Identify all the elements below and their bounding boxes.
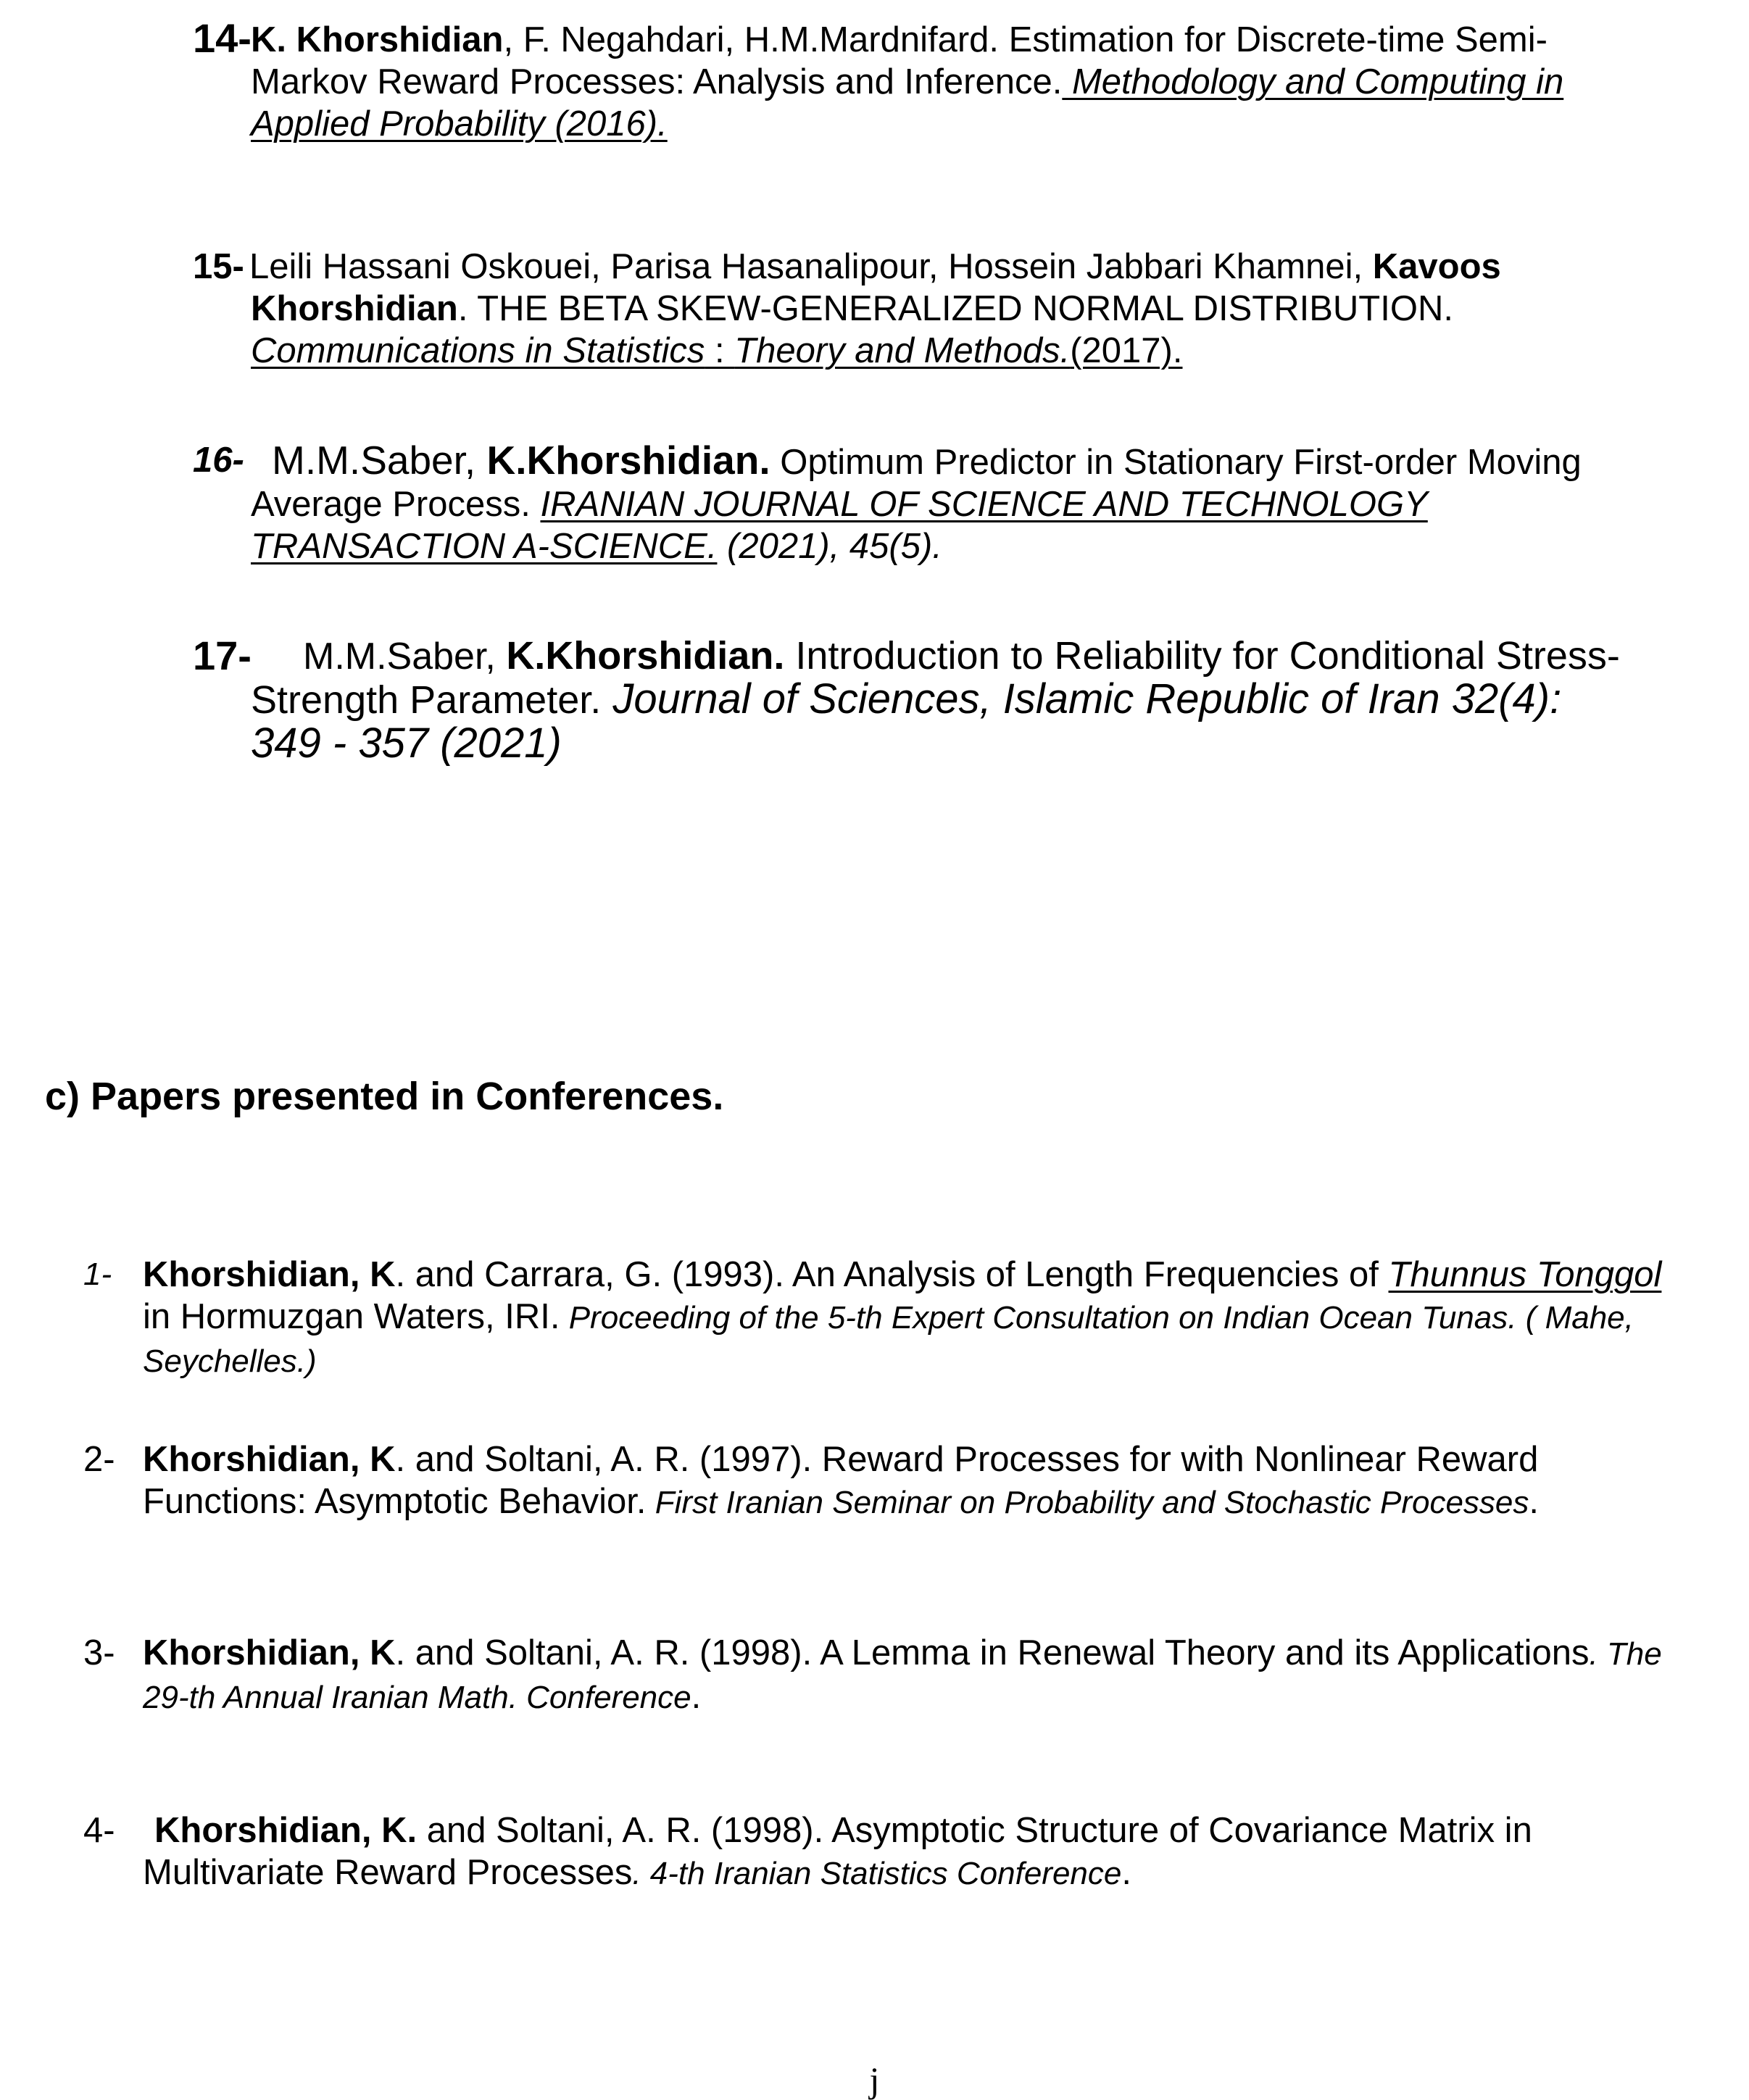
journal-year: (2021), 45(5).	[717, 527, 942, 566]
paper-title: in Hormuzgan Waters, IRI.	[143, 1297, 560, 1336]
authors: and Soltani, A. R. (1998). Asymptotic Structure of Covariance Matrix in Multivariate Reward Processes	[143, 1811, 1532, 1892]
page-marker: j	[869, 2059, 880, 2100]
venue-end: .	[691, 1677, 702, 1716]
conference-venue: . 4-th Iranian Statistics Conference	[632, 1856, 1122, 1891]
author-bold: K.Khorshidian.	[506, 634, 785, 678]
author-bold: Khorshidian, K	[143, 1440, 396, 1479]
entry-number: 3-	[83, 1633, 115, 1672]
entry-number: 14-	[193, 15, 252, 61]
journal-venue-series: Theory and Methods.	[734, 331, 1071, 370]
journal-year: (2017).	[1070, 331, 1183, 370]
entry-number: 17-	[193, 633, 252, 678]
author-bold: K.Khorshidian.	[486, 438, 770, 483]
conference-venue: . The 29-th Annual Iranian Math. Conference	[143, 1636, 1662, 1715]
paper-title: Introduction to Reliability for Conditional Stress-Strength Parameter.	[251, 634, 1620, 722]
authors: , F. Negahdari, H.M.Mardnifard.	[503, 20, 1000, 59]
author-bold: Khorshidian, K	[143, 1633, 396, 1672]
venue-end: .	[1121, 1853, 1131, 1892]
journal-entry-17	[193, 635, 1642, 767]
conference-entry-4	[83, 1809, 1678, 1895]
author-bold: Khorshidian, K	[143, 1255, 396, 1294]
authors: . and Carrara, G. (1993). An Analysis of Length Frequencies of	[395, 1255, 1389, 1294]
journal-venue: Journal of Sciences, Islamic Republic of Iran 32(4): 349 - 357 (2021)	[251, 675, 1562, 767]
journal-venue-separator: :	[705, 331, 735, 370]
journal-venue: Communications in Statistics	[251, 331, 705, 370]
section-heading: c) Papers presented in Conferences.	[45, 1075, 724, 1118]
venue-end: .	[1529, 1482, 1540, 1521]
species-name: Thunnus Tonggol	[1388, 1255, 1662, 1294]
conference-venue: First Iranian Seminar on Probability and Stochastic Processes	[646, 1485, 1529, 1520]
entry-number: 15-	[193, 247, 244, 286]
author-bold: Kavoos Khorshidian	[251, 247, 1501, 328]
paper-title: Optimum Predictor in Stationary First-order Moving Average Process.	[251, 443, 1582, 524]
paper-title: Estimation for Discrete-time Semi-Markov Reward Processes: Analysis and Inference.	[251, 20, 1547, 101]
authors: M.M.Saber,	[272, 438, 487, 483]
conference-venue: Proceeding of the 5-th Expert Consultation on Indian Ocean Tunas. ( Mahe, Seychelles.)	[143, 1300, 1634, 1379]
conference-entry-1	[83, 1254, 1678, 1383]
conference-entry-3	[83, 1632, 1678, 1719]
paper-title: . THE BETA SKEW-GENERALIZED NORMAL DISTRIBUTION.	[457, 289, 1453, 328]
entry-number: 4-	[83, 1811, 115, 1850]
journal-entry-14	[193, 15, 1642, 145]
authors: . and Soltani, A. R. (1997). Reward Processes for with Nonlinear Reward Functions: Asymptotic Behavior.	[143, 1440, 1539, 1521]
author-bold: K. Khorshidian	[251, 20, 504, 59]
entry-number: 2-	[83, 1440, 115, 1479]
authors: M.M.Saber,	[303, 636, 507, 678]
journal-entry-16	[193, 439, 1642, 567]
journal-venue: Methodology and Computing in Applied Probability (2016).	[251, 62, 1564, 143]
author-bold: Khorshidian, K.	[154, 1811, 417, 1850]
journal-venue: IRANIAN JOURNAL OF SCIENCE AND TECHNOLOGY TRANSACTION A-SCIENCE.	[251, 485, 1428, 566]
authors: Leili Hassani Oskouei, Parisa Hasanalipour, Hossein Jabbari Khamnei,	[249, 247, 1373, 286]
entry-number: 1-	[83, 1257, 112, 1292]
conference-entry-2	[83, 1438, 1678, 1524]
entry-number: 16-	[193, 441, 244, 480]
authors: . and Soltani, A. R. (1998). A Lemma in Renewal Theory and its Applications	[395, 1633, 1590, 1672]
journal-entry-15	[193, 246, 1642, 372]
